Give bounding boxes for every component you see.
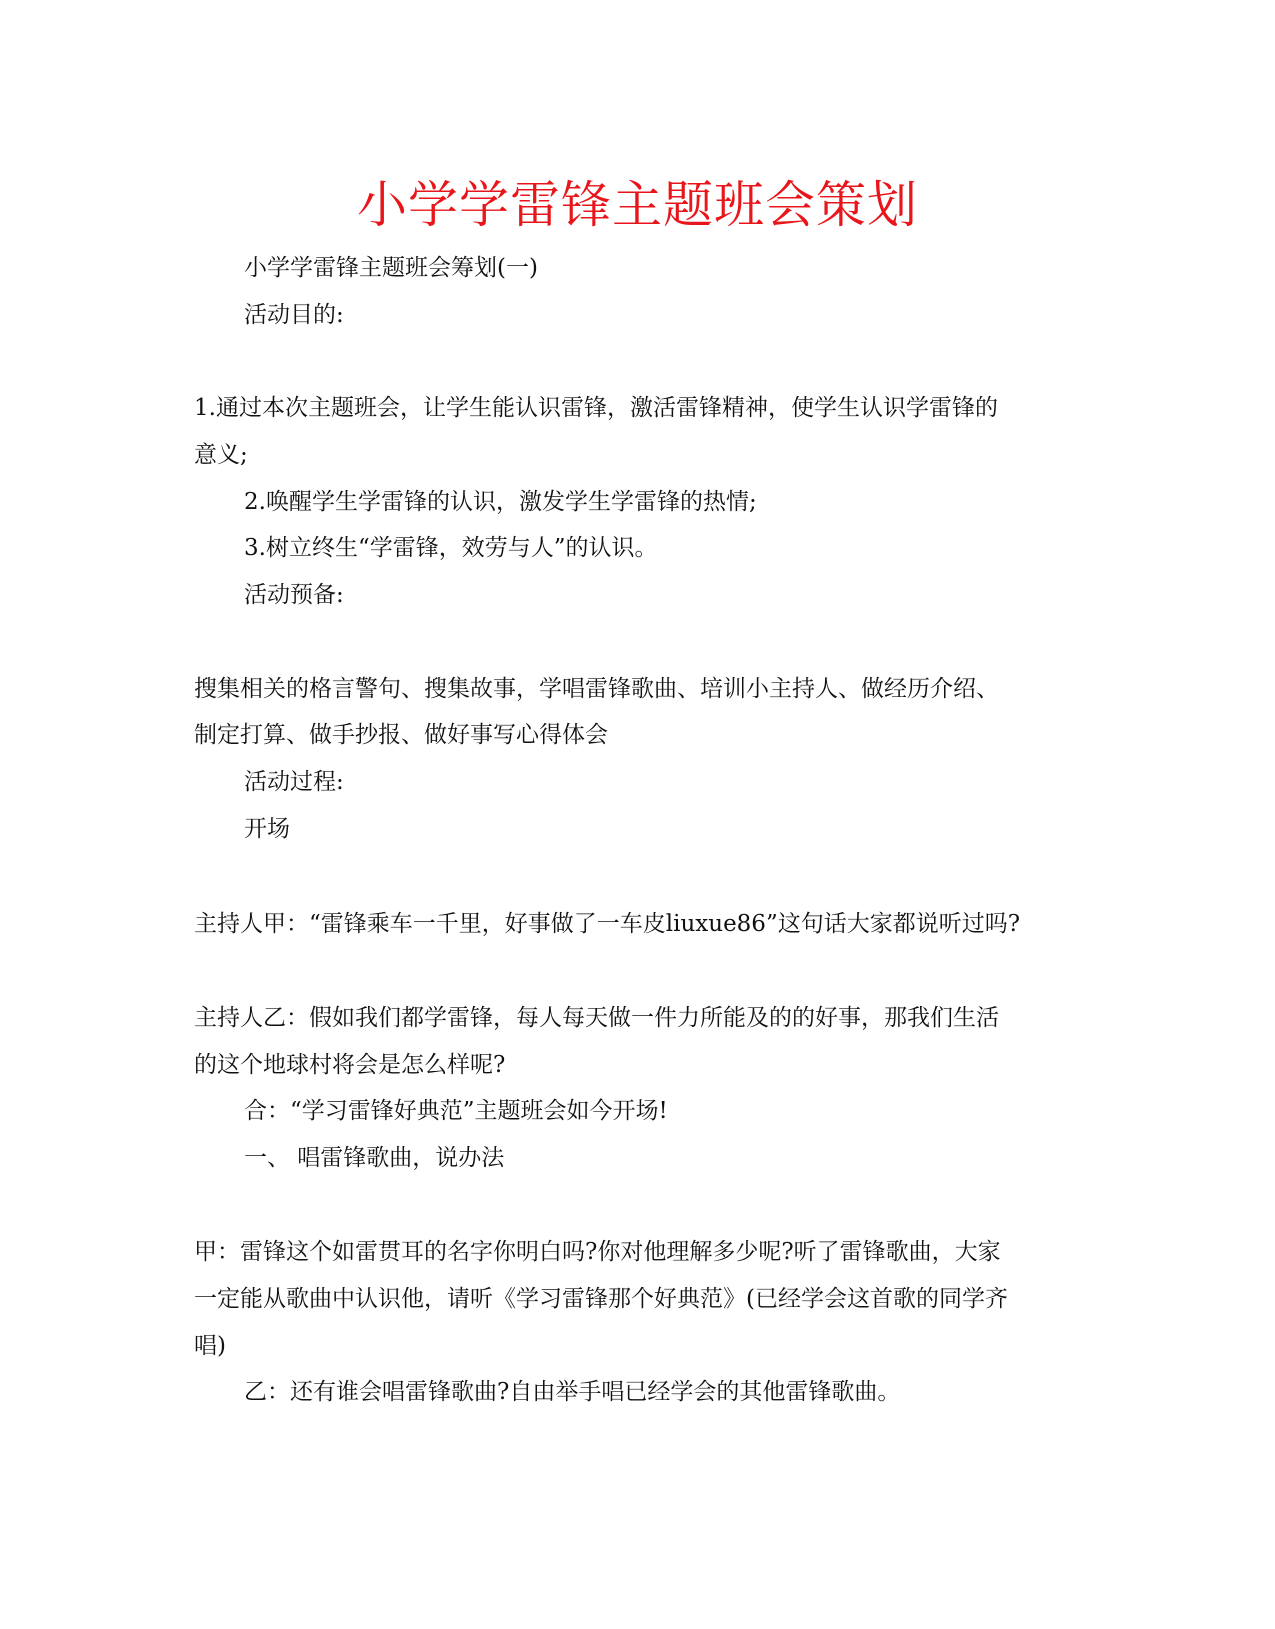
paragraph-line: 主持人乙：假如我们都学雷锋，每人每天做一件力所能及的的好事，那我们生活 bbox=[194, 1005, 999, 1031]
paragraph-line: 搜集相关的格言警句、搜集故事，学唱雷锋歌曲、培训小主持人、做经历介绍、 bbox=[194, 676, 999, 702]
paragraph-line: 乙：还有谁会唱雷锋歌曲?自由举手唱已经学会的其他雷锋歌曲。 bbox=[244, 1379, 901, 1405]
paragraph-line: 2.唤醒学生学雷锋的认识，激发学生学雷锋的热情; bbox=[244, 489, 757, 515]
paragraph-line: 一定能从歌曲中认识他，请听《学习雷锋那个好典范》(已经学会这首歌的同学齐 bbox=[194, 1286, 1008, 1312]
paragraph-line: 1.通过本次主题班会，让学生能认识雷锋，激活雷锋精神，使学生认识学雷锋的 bbox=[194, 395, 998, 421]
paragraph-line: 唱) bbox=[194, 1333, 226, 1359]
paragraph-line: 制定打算、做手抄报、做好事写心得体会 bbox=[194, 722, 608, 748]
paragraph-line: 活动过程: bbox=[244, 769, 344, 795]
paragraph-line: 一、 唱雷锋歌曲，说办法 bbox=[244, 1145, 505, 1171]
paragraph-line: 甲：雷锋这个如雷贯耳的名字你明白吗?你对他理解多少呢?听了雷锋歌曲，大家 bbox=[194, 1239, 1001, 1265]
paragraph-line: 的这个地球村将会是怎么样呢? bbox=[194, 1052, 506, 1078]
paragraph-line: 活动预备: bbox=[244, 582, 344, 608]
paragraph-line: 开场 bbox=[244, 816, 290, 842]
document-title: 小学学雷锋主题班会策划 bbox=[357, 176, 918, 234]
paragraph-line: 合：“学习雷锋好典范”主题班会如今开场! bbox=[244, 1098, 668, 1124]
paragraph-line: 意义; bbox=[194, 442, 248, 468]
paragraph-line: 主持人甲：“雷锋乘车一千里，好事做了一车皮liuxue86”这句话大家都说听过吗? bbox=[194, 911, 1021, 937]
paragraph-line: 小学学雷锋主题班会筹划(一) bbox=[244, 255, 538, 281]
paragraph-line: 活动目的: bbox=[244, 302, 344, 328]
paragraph-line: 3.树立终生“学雷锋，效劳与人”的认识。 bbox=[244, 535, 658, 561]
